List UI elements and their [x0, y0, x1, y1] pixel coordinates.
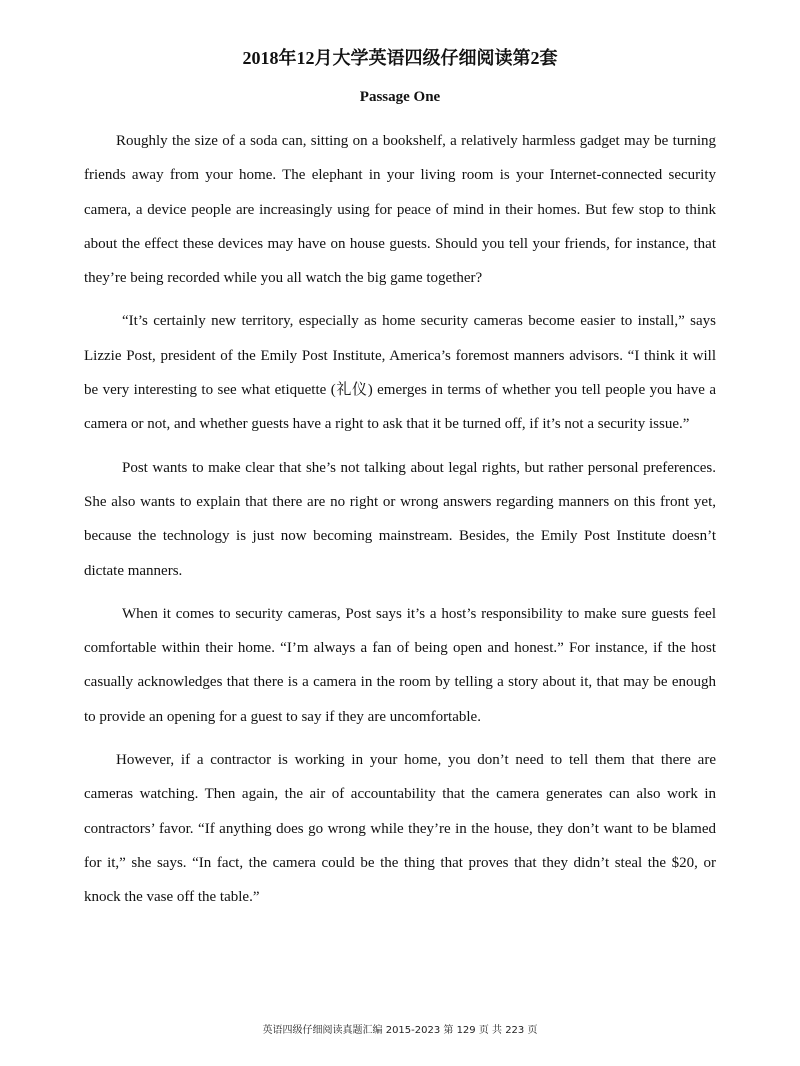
document-title: 2018年12月大学英语四级仔细阅读第2套 — [242, 48, 558, 68]
passage-body — [84, 124, 716, 924]
paragraph-3: Post wants to make clear that she’s not talking about legal rights, but rather personal preferences. She also wants to explain that there are no right or wrong answers regarding manners on this front yet, because the technology is just now becoming mainstream. Besides, the Emily Post Institute doesn’t dictate manners. — [84, 459, 716, 579]
passage-heading: Passage One — [359, 89, 441, 105]
paragraph-5: However, if a contractor is working in your home, you don’t need to tell them that there are cameras watching. Then again, the air of accountability that the camera generates can also work in contractors’ favor. “If anything does go wrong while they’re in the house, they don’t want to be blamed for it,” she says. “In fact, the camera could be the thing that proves that they didn’t steal the $20, or knock the vase off the table.” — [84, 752, 716, 906]
page-footer: 英语四级仔细阅读真题汇编 2015-2023 第 129 页 共 223 页 — [262, 1025, 538, 1036]
paragraph-2: “It’s certainly new territory, especially as home security cameras become easier to install,” says Lizzie Post, president of the Emily Post Institute, America’s foremost manners advisors. “I think it will be very interesting to see what etiquette (礼仪) emerges in terms of whether you tell people you have a camera or not, and whether guests have a right to ask that it be turned off, if it’s not a security issue.” — [84, 313, 716, 433]
paragraph-1: Roughly the size of a soda can, sitting on a bookshelf, a relatively harmless gadget may be turning friends away from your home. The elephant in your living room is your Internet-connected security camera, a device people are increasingly using for peace of mind in their homes. But few stop to think about the effect these devices may have on house guests. Should you tell your friends, for instance, that they’re being recorded while you all watch the big game together? — [84, 133, 716, 287]
paragraph-4: When it comes to security cameras, Post says it’s a host’s responsibility to make sure guests feel comfortable within their home. “I’m always a fan of being open and honest.” For instance, if the host casually acknowledges that there is a camera in the room by telling a story about it, that may be enough to provide an opening for a guest to say if they are uncomfortable. — [84, 605, 716, 725]
